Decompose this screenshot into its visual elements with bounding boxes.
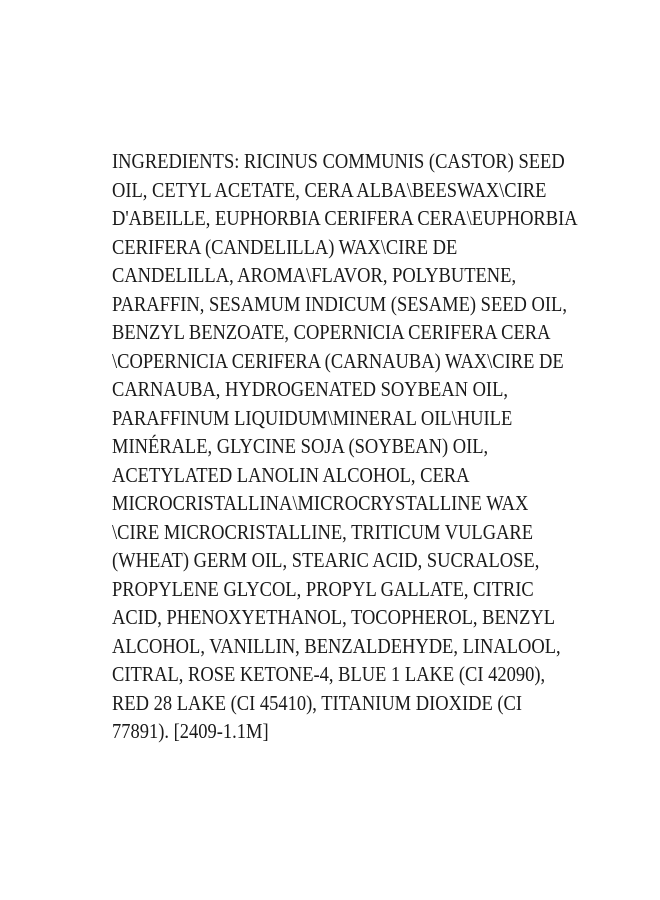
ingredients-line: RED 28 LAKE (CI 45410), TITANIUM DIOXIDE (CI [112, 690, 523, 715]
ingredients-line: D'ABEILLE, EUPHORBIA CERIFERA CERA\EUPHORBIA [112, 206, 578, 230]
ingredients-line: CERIFERA (CANDELILLA) WAX\CIRE DE [112, 234, 458, 259]
ingredients-line: CITRAL, ROSE KETONE-4, BLUE 1 LAKE (CI 42090), [112, 662, 546, 686]
ingredients-line: CANDELILLA, AROMA\FLAVOR, POLYBUTENE, [112, 263, 517, 287]
ingredients-list [112, 147, 578, 746]
ingredients-line: MICROCRISTALLINA\MICROCRYSTALLINE WAX [112, 491, 529, 515]
ingredients-line: PROPYLENE GLYCOL, PROPYL GALLATE, CITRIC [112, 576, 534, 601]
ingredients-line: \COPERNICIA CERIFERA (CARNAUBA) WAX\CIRE DE [112, 348, 564, 373]
ingredients-line: PARAFFINUM LIQUIDUM\MINERAL OIL\HUILE [112, 405, 513, 430]
ingredients-line: INGREDIENTS: RICINUS COMMUNIS (CASTOR) SEED [112, 149, 565, 173]
ingredients-line: (WHEAT) GERM OIL, STEARIC ACID, SUCRALOSE, [112, 548, 540, 572]
ingredients-line: ACETYLATED LANOLIN ALCOHOL, CERA [112, 462, 470, 487]
ingredients-line: OIL, CETYL ACETATE, CERA ALBA\BEESWAX\CIRE [112, 177, 547, 202]
ingredients-line: BENZYL BENZOATE, COPERNICIA CERIFERA CERA [112, 320, 551, 344]
ingredients-line: MINÉRALE, GLYCINE SOJA (SOYBEAN) OIL, [112, 434, 489, 458]
ingredients-line: ACID, PHENOXYETHANOL, TOCOPHEROL, BENZYL [112, 605, 556, 629]
ingredients-line: ALCOHOL, VANILLIN, BENZALDEHYDE, LINALOOL, [112, 633, 561, 658]
ingredients-line: PARAFFIN, SESAMUM INDICUM (SESAME) SEED OIL, [112, 291, 567, 316]
ingredients-line: 77891). [2409-1.1M] [112, 719, 269, 743]
ingredients-line: CARNAUBA, HYDROGENATED SOYBEAN OIL, [112, 377, 509, 401]
ingredients-line: \CIRE MICROCRISTALLINE, TRITICUM VULGARE [112, 519, 534, 544]
